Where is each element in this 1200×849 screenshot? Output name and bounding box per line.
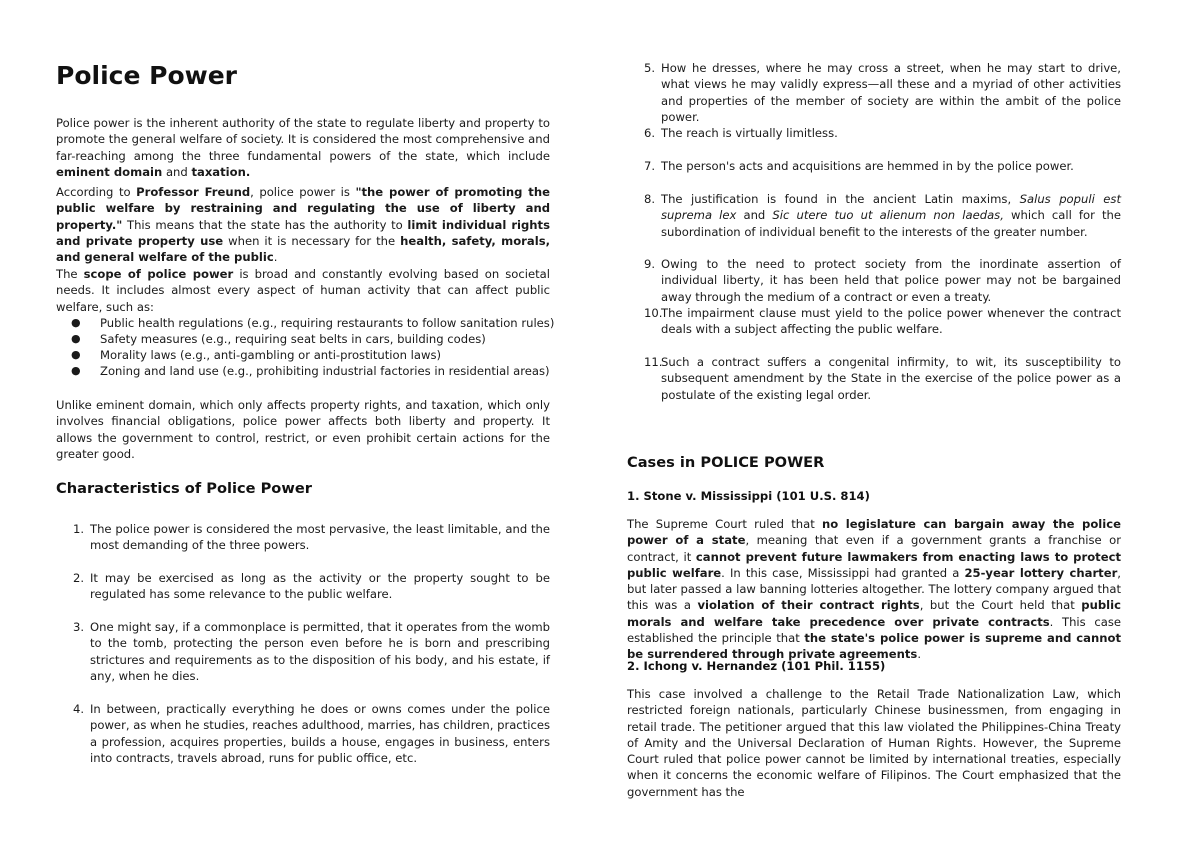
case1-bold: no legislature can bargain away the police power of a state bbox=[627, 517, 1121, 548]
characteristic-item-4 bbox=[56, 701, 550, 766]
characteristic-item-2 bbox=[56, 570, 550, 603]
scope-text: The bbox=[56, 267, 84, 281]
intro-text: Police power is the inherent authority of the state to regulate liberty and property to promote the general welfare of society. It is considered the most comprehensive and far-reaching among the three fundamental powers of the state, which include bbox=[56, 116, 550, 163]
scope-paragraph bbox=[56, 266, 550, 315]
item-number: 1. bbox=[73, 522, 85, 536]
item-text: The impairment clause must yield to the police power whenever the contract deals with a subject affecting the public welfare. bbox=[661, 306, 1121, 337]
case1-text: The Supreme Court ruled that bbox=[627, 517, 822, 531]
freund-text: . bbox=[273, 250, 278, 265]
case-1-title: 1. Stone v. Mississippi (101 U.S. 814) bbox=[627, 489, 870, 503]
freund-text: This means that the state has the authority to bbox=[122, 217, 408, 232]
bullet-item bbox=[56, 331, 550, 347]
case-2-title: 2. Ichong v. Hernandez (101 Phil. 1155) bbox=[627, 659, 886, 673]
item8-text: The justification is found in the ancient Latin maxims, bbox=[661, 192, 1020, 206]
item8-latin-maxim-2: Sic utere tuo ut alienum non laedas, bbox=[772, 208, 1004, 223]
unlike-paragraph: Unlike eminent domain, which only affects property rights, and taxation, which only involves financial obligations, police power affects both liberty and property. It allows the government to control, restrict, or even prohibit certain actions for the greater good. bbox=[56, 398, 550, 461]
freund-paragraph bbox=[56, 184, 550, 265]
bullet-text: Safety measures (e.g., requiring seat belts in cars, building codes) bbox=[100, 332, 486, 346]
item-text: The reach is virtually limitless. bbox=[661, 126, 838, 140]
bullet-icon: ● bbox=[71, 332, 81, 345]
bullet-text: Public health regulations (e.g., requiring restaurants to follow sanitation rules) bbox=[100, 316, 555, 330]
bullet-text: Zoning and land use (e.g., prohibiting industrial factories in residential areas) bbox=[100, 364, 550, 378]
characteristic-item-6 bbox=[627, 125, 1121, 141]
freund-bold-welfare: health, safety, morals, and general welfare of the public bbox=[56, 233, 551, 265]
item-number: 7. bbox=[644, 159, 656, 173]
item-number: 3. bbox=[73, 620, 85, 634]
item-text: In between, practically everything he does or owns comes under the police power, as when he studies, reaches adulthood, marries, has children, practices a profession, acquires properties, builds a house, engages in business, enters into contracts, travels abroad, runs for public office, etc. bbox=[90, 702, 550, 765]
item8-text: which call for the subordination of individual benefit to the interests of the greater number. bbox=[661, 208, 1122, 239]
intro-paragraph bbox=[56, 115, 550, 180]
scope-bold: scope of police power bbox=[83, 267, 234, 281]
characteristic-item-10 bbox=[627, 305, 1121, 338]
characteristics-heading: Characteristics of Police Power bbox=[56, 480, 312, 497]
case1-bold: the state's police power is supreme and cannot be surrendered through private agreements bbox=[627, 631, 1122, 662]
freund-text: According to bbox=[56, 185, 137, 199]
case1-text: , but later passed a law banning lotteries altogether. The lottery company argued that this was a bbox=[627, 565, 1121, 613]
item-text bbox=[661, 191, 1121, 240]
scope-text: is broad and constantly evolving based on societal needs. It includes almost every aspect of human activity that can affect public welfare, such as: bbox=[56, 267, 550, 314]
characteristic-item-9 bbox=[627, 256, 1121, 305]
bullet-item bbox=[56, 315, 555, 331]
item8-latin-maxim-1: Salus populi est suprema lex bbox=[661, 192, 1122, 223]
case1-text: . bbox=[917, 647, 922, 662]
characteristic-item-11 bbox=[627, 354, 1121, 403]
item-text: The police power is considered the most pervasive, the least limitable, and the most demanding of the three powers. bbox=[90, 522, 550, 553]
bullet-icon: ● bbox=[71, 364, 81, 377]
bullet-item bbox=[56, 347, 550, 363]
bullet-icon: ● bbox=[71, 316, 81, 329]
item-number: 5. bbox=[644, 61, 656, 75]
page-title: Police Power bbox=[56, 61, 237, 90]
cases-heading: Cases in POLICE POWER bbox=[627, 454, 825, 471]
item-number: 8. bbox=[644, 192, 656, 206]
freund-bold-name: Professor Freund bbox=[136, 185, 251, 199]
freund-text: , police power is bbox=[250, 185, 356, 199]
bullet-icon: ● bbox=[71, 348, 81, 361]
item-text: Owing to the need to protect society from the inordinate assertion of individual liberty, it has been held that police power may not be bargained away through the medium of a contract or even a treaty. bbox=[661, 257, 1121, 304]
item-number: 9. bbox=[644, 257, 656, 271]
item-text: One might say, if a commonplace is permitted, that it operates from the womb to the tomb, protecting the person even before he is born and prescribing strictures and requirements as to the disposition of his body, and his estate, if any, when he dies. bbox=[90, 620, 550, 683]
item-number: 2. bbox=[73, 571, 85, 585]
case-1-paragraph bbox=[627, 516, 1121, 663]
characteristic-item-1 bbox=[56, 521, 550, 554]
item-text: Such a contract suffers a congenital infirmity, to wit, its susceptibility to subsequent amendment by the State in the exercise of the police power as a postulate of the existing legal order. bbox=[661, 355, 1121, 402]
item-text: It may be exercised as long as the activity or the property sought to be regulated has some relevance to the public welfare. bbox=[90, 571, 550, 602]
case-2-paragraph: This case involved a challenge to the Retail Trade Nationalization Law, which restricted foreign nationals, particularly Chinese businessmen, from engaging in retail trade. The petitioner argued that this law violated the Philippines-China Treaty of Amity and the Universal Declaration of Human Rights. However, the Supreme Court ruled that police power cannot be limited by international treaties, especially when it concerns the economic welfare of Filipinos. The Court emphasized that the government has the bbox=[627, 687, 1121, 799]
item-number: 4. bbox=[73, 702, 85, 716]
item-number: 11. bbox=[644, 355, 663, 369]
case1-bold: violation of their contract rights bbox=[697, 598, 920, 613]
item-number: 6. bbox=[644, 126, 656, 140]
characteristic-item-5 bbox=[627, 60, 1121, 125]
characteristic-item-3 bbox=[56, 619, 550, 684]
characteristic-item-7 bbox=[627, 158, 1121, 174]
case1-text: , but the Court held that bbox=[919, 598, 1082, 613]
intro-bold-eminent-domain: eminent domain bbox=[56, 164, 163, 179]
characteristic-item-8 bbox=[627, 191, 1121, 240]
item-number: 10. bbox=[644, 306, 663, 320]
bullet-item bbox=[56, 363, 550, 379]
case1-bold: public morals and welfare take precedence over private contracts bbox=[627, 598, 1121, 629]
case1-bold: cannot prevent future lawmakers from enacting laws to protect public welfare bbox=[627, 549, 1121, 580]
case1-text: . In this case, Mississippi had granted a bbox=[721, 565, 965, 580]
freund-bold-limit: limit individual rights and private property use bbox=[56, 217, 551, 248]
case1-text: , meaning that even if a government grants a franchise or contract, it bbox=[627, 533, 1121, 564]
intro-text: and bbox=[162, 164, 192, 179]
item-text: The person's acts and acquisitions are hemmed in by the police power. bbox=[661, 159, 1074, 173]
case1-text: . This case established the principle that bbox=[627, 614, 1121, 646]
freund-text: when it is necessary for the bbox=[223, 233, 401, 248]
bullet-text: Morality laws (e.g., anti-gambling or anti-prostitution laws) bbox=[100, 348, 442, 362]
item-text: How he dresses, where he may cross a street, when he may start to drive, what views he may validly express—all these and a myriad of other activities and properties of the member of society are within the ambit of the police power. bbox=[661, 61, 1121, 124]
intro-bold-taxation: taxation. bbox=[191, 164, 251, 179]
item8-text: and bbox=[736, 208, 773, 223]
freund-bold-quote: "the power of promoting the public welfare by restraining and regulating the use of liberty and property." bbox=[56, 185, 550, 232]
case1-bold: 25-year lottery charter bbox=[964, 565, 1118, 580]
